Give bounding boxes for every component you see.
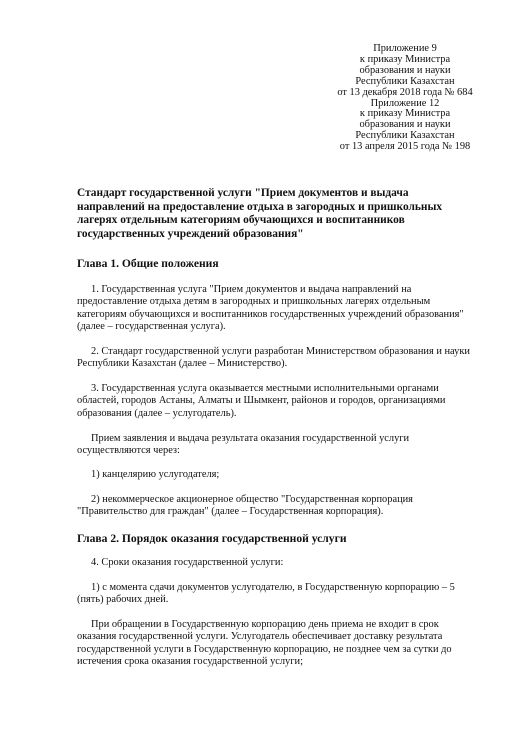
header-line: от 13 апреля 2015 года № 198	[339, 141, 471, 153]
paragraph-line: оказания государственной услуги. Услугодатель обеспечивает доставку результата	[77, 631, 443, 643]
paragraph-line: государственной услуги в Государственную корпорацию, не позднее чем за сутки до	[77, 643, 452, 655]
paragraph-8	[77, 582, 497, 607]
paragraph-line: 3. Государственная услуга оказывается местными исполнительными органами	[91, 383, 439, 394]
paragraph-line: областей, городов Астаны, Алматы и Шымкент, районов и городов, организациями	[77, 395, 446, 407]
paragraph-line: Республики Казахстан (далее – Министерство).	[77, 358, 288, 370]
header-line: образования и науки	[359, 119, 451, 131]
paragraph-1	[77, 284, 497, 334]
header-line: Приложение 9	[373, 43, 437, 54]
paragraph-9	[77, 619, 497, 669]
paragraph-line: 2. Стандарт государственной услуги разработан Министерством образования и науки	[91, 346, 470, 357]
paragraph-line: 1. Государственная услуга "Прием документов и выдача направлений на	[91, 284, 412, 295]
paragraph-2	[77, 346, 497, 371]
paragraph-line: (далее – государственная услуга).	[77, 321, 226, 333]
chapter-1-heading: Глава 1. Общие положения	[77, 257, 219, 270]
paragraph-4	[77, 433, 497, 458]
paragraph-line: Прием заявления и выдача результата оказания государственной услуги	[91, 433, 410, 444]
paragraph-6	[77, 494, 497, 519]
title-line: Стандарт государственной услуги "Прием документов и выдача	[77, 187, 409, 199]
paragraph-line: 1) канцелярию услугодателя;	[91, 469, 220, 480]
header-line: Республики Казахстан	[355, 75, 455, 87]
paragraph-line: предоставление отдыха детям в загородных и пришкольных лагерях отдельным	[77, 296, 431, 308]
header-line: Приложение 12	[370, 97, 440, 109]
document-title	[77, 187, 487, 241]
header-line: от 13 декабря 2018 года № 684	[337, 86, 473, 98]
title-line: лагерях отдельным категориям обучающихся и воспитанников	[77, 214, 405, 227]
paragraph-line: При обращении в Государственную корпорацию день приема не входит в срок	[91, 619, 439, 630]
paragraph-7	[77, 557, 497, 569]
paragraph-5	[77, 469, 497, 481]
paragraph-3	[77, 383, 497, 420]
paragraph-line: 1) с момента сдачи документов услугодателю, в Государственную корпорацию – 5	[91, 582, 455, 593]
header-line: к приказу Министра	[359, 53, 451, 65]
paragraph-line: 4. Сроки оказания государственной услуги:	[91, 557, 284, 568]
paragraph-line: истечения срока оказания государственной услуги;	[77, 656, 303, 668]
paragraph-line: образования (далее – услугодатель).	[77, 407, 237, 419]
title-line: направлений на предоставление отдыха в загородных и пришкольных	[77, 200, 443, 213]
chapter-2-heading: Глава 2. Порядок оказания государственной услуги	[77, 532, 347, 545]
title-line: государственных учреждений образования"	[77, 227, 304, 240]
paragraph-line: осуществляются через:	[77, 445, 180, 457]
paragraph-line: "Правительство для граждан" (далее – Государственная корпорация).	[77, 506, 384, 518]
paragraph-line: категориям обучающихся и воспитанников государственных учреждений образования"	[77, 308, 464, 320]
header-line: образования и науки	[359, 64, 451, 76]
appendix-header	[300, 44, 510, 153]
header-line: Республики Казахстан	[355, 130, 455, 142]
paragraph-line: (пять) рабочих дней.	[77, 594, 169, 606]
header-line: к приказу Министра	[359, 108, 451, 120]
paragraph-line: 2) некоммерческое акционерное общество "Государственная корпорация	[91, 494, 413, 505]
